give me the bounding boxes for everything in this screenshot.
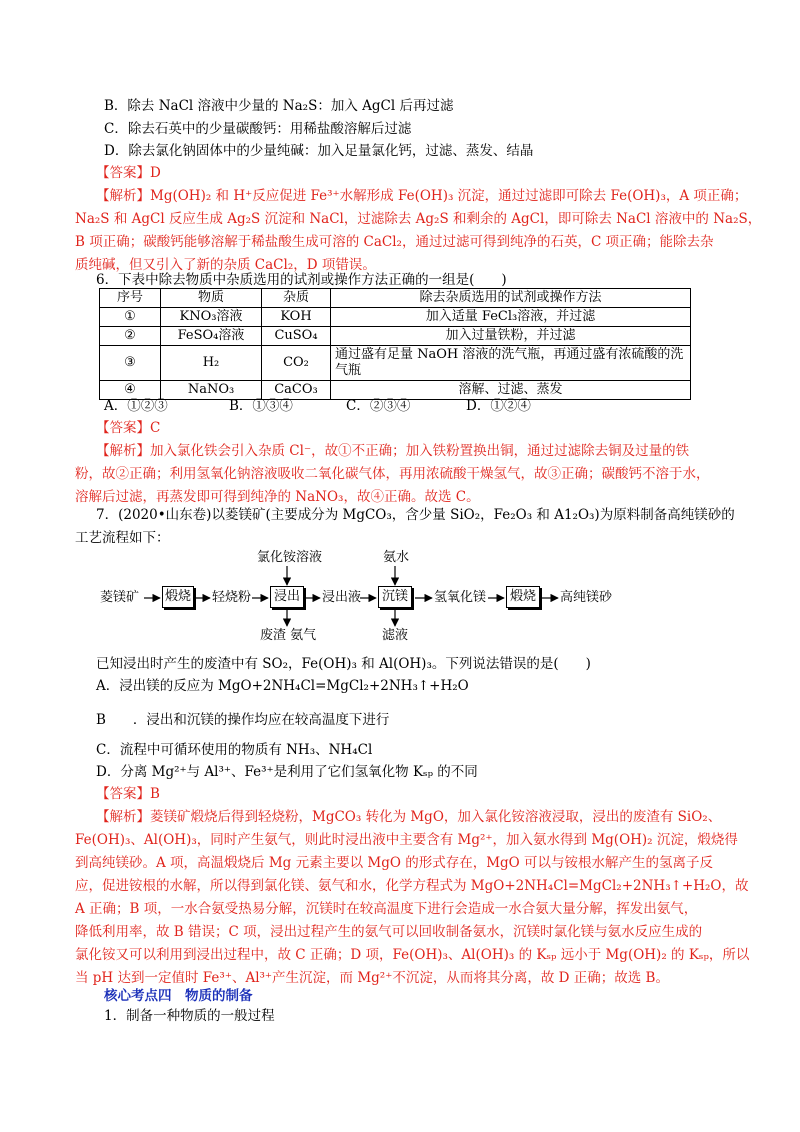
table-cell: KOH — [262, 308, 331, 327]
table-row — [100, 327, 691, 346]
table-cell: 加入适量 FeCl₃溶液，并过滤 — [331, 308, 691, 327]
q7-analysis-line: 氯化铵又可以利用到浸出过程中，故 C 正确；D 项，Fe(OH)₃、Al(OH)₃ 的 Kₛₚ 远小于 Mg(OH)₂ 的 Kₛₚ，所以 — [75, 947, 750, 963]
q6-analysis-line: 溶解后过滤，再蒸发即可得到纯净的 NaNO₃，故④正确。故选 C。 — [75, 489, 480, 505]
table-cell: CuSO₄ — [262, 327, 331, 346]
q7-analysis-line: 降低利用率，故 B 错误；C 项，浸出过程产生的氨气可以回收制备氨水，沉镁时氯化镁与氨水反应生成的 — [75, 924, 703, 940]
q5-option-c: C．除去石英中的少量碳酸钙：用稀盐酸溶解后过滤 — [104, 121, 412, 137]
table-row — [100, 308, 691, 327]
q5-analysis-line: 【解析】Mg(OH)₂ 和 H⁺反应促进 Fe³⁺水解形成 Fe(OH)₃ 沉淀，通过过滤即可除去 Fe(OH)₃，A 项正确； — [96, 188, 748, 204]
q7-analysis-line: Fe(OH)₃、Al(OH)₃，同时产生氨气，则此时浸出液中主要含有 Mg²⁺，加入氨水得到 Mg(OH)₂ 沉淀，煅烧得 — [75, 832, 738, 848]
q7-analysis-line: A 正确；B 项，一水合氨受热易分解，沉镁时在较高温度下进行会造成一水合氨大量分解，挥发出氨气， — [75, 901, 698, 917]
table-header-cell: 杂质 — [262, 289, 331, 308]
table-cell: H₂ — [161, 346, 262, 381]
table-cell: CaCO₃ — [262, 381, 331, 400]
flow-intermediate: 氢氧化镁 — [434, 590, 487, 605]
q5-analysis-line: Na₂S 和 AgCl 反应生成 Ag₂S 沉淀和 NaCl，过滤除去 Ag₂S 和剩余的 AgCl，即可除去 NaCl 溶液中的 Na₂S， — [75, 211, 762, 227]
flow-step-calcination: 煅烧 — [506, 586, 540, 608]
process-flow-diagram — [100, 550, 660, 644]
flow-intermediate: 浸出液 — [322, 590, 362, 605]
q6-choice-c: C．②③④ — [346, 398, 411, 414]
flow-reagent: 氨水 — [383, 550, 410, 565]
flow-reagent: 氯化铵溶液 — [257, 550, 323, 565]
flow-intermediate: 轻烧粉 — [212, 590, 252, 605]
q6-analysis-line: 粉，故②正确；利用氢氧化钠溶液吸收二氧化碳气体，再用浓硫酸干燥氢气，故③正确；碳酸钙不溶于水， — [75, 466, 710, 482]
q7-stem: 7．(2020•山东卷)以菱镁矿(主要成分为 MgCO₃，含少量 SiO₂，Fe₂O₃ 和 A1₂O₃)为原料制备高纯镁砂的 — [96, 507, 735, 523]
table-header-cell: 序号 — [100, 289, 161, 308]
flow-step-calcination: 煅烧 — [162, 586, 194, 608]
flow-byproduct: 废渣 氨气 — [260, 628, 317, 643]
flow-product: 高纯镁砂 — [560, 590, 613, 605]
table-cell: ② — [100, 327, 161, 346]
table-cell: NaNO₃ — [161, 381, 262, 400]
table-cell: ③ — [100, 346, 161, 381]
q7-known: 已知浸出时产生的废渣中有 SO₂，Fe(OH)₃ 和 Al(OH)₃。下列说法错误的是( ) — [96, 656, 591, 672]
q6-table — [99, 288, 691, 400]
q6-analysis-line: 【解析】加入氯化铁会引入杂质 Cl⁻，故①不正确；加入铁粉置换出铜，通过过滤除去铜及过量的铁 — [96, 443, 690, 459]
flow-raw-material: 菱镁矿 — [100, 590, 140, 605]
q6-choice-b: B．①③④ — [229, 398, 293, 414]
q7-option-c: C．流程中可循环使用的物质有 NH₃、NH₄Cl — [96, 742, 373, 758]
q7-option-d: D．分离 Mg²⁺与 Al³⁺、Fe³⁺是利用了它们氢氧化物 Kₛₚ 的不同 — [96, 764, 478, 780]
q7-analysis-line: 应，促进铵根的水解，所以得到氯化镁、氨气和水，化学方程式为 MgO+2NH₄Cl=MgCl₂+2NH₃↑+H₂O，故 — [75, 878, 749, 894]
q5-option-d: D．除去氯化钠固体中的少量纯碱：加入足量氯化钙，过滤、蒸发、结晶 — [104, 143, 534, 159]
table-cell: ① — [100, 308, 161, 327]
q7-stem: 工艺流程如下： — [75, 530, 170, 546]
table-cell: 溶解、过滤、蒸发 — [331, 381, 691, 400]
table-cell: 加入过量铁粉，并过滤 — [331, 327, 691, 346]
section-item: 1．制备一种物质的一般过程 — [104, 1008, 275, 1024]
q6-choice-d: D．①②④ — [466, 398, 531, 414]
flow-step-precipitation: 沉镁 — [378, 586, 412, 608]
table-cell: FeSO₄溶液 — [161, 327, 262, 346]
table-cell: CO₂ — [262, 346, 331, 381]
q7-analysis-line: 到高纯镁砂。A 项，高温煅烧后 Mg 元素主要以 MgO 的形式存在，MgO 可以与铵根水解产生的氢离子反 — [75, 855, 714, 871]
q7-option-b: B ．浸出和沉镁的操作均应在较高温度下进行 — [96, 712, 390, 728]
q7-answer: 【答案】B — [96, 786, 160, 802]
table-header-row — [100, 289, 691, 308]
q7-option-a: A．浸出镁的反应为 MgO+2NH₄Cl=MgCl₂+2NH₃↑+H₂O — [96, 678, 469, 694]
table-row — [100, 346, 691, 381]
section-title: 核心考点四 物质的制备 — [104, 988, 253, 1004]
q5-analysis-line: B 项正确；碳酸钙能够溶解于稀盐酸生成可溶的 CaCl₂，通过过滤可得到纯净的石英，C 项正确；能除去杂 — [75, 234, 714, 250]
q6-stem: 6．下表中除去物质中杂质选用的试剂或操作方法正确的一组是( ) — [96, 272, 507, 288]
table-cell: ④ — [100, 381, 161, 400]
q5-option-b: B．除去 NaCl 溶液中少量的 Na₂S：加入 AgCl 后再过滤 — [104, 98, 454, 114]
q6-choice-a: A．①②③ — [104, 398, 168, 414]
table-cell: KNO₃溶液 — [161, 308, 262, 327]
q6-answer: 【答案】C — [96, 420, 161, 436]
table-header-cell: 除去杂质选用的试剂或操作方法 — [331, 289, 691, 308]
table-cell: 通过盛有足量 NaOH 溶液的洗气瓶，再通过盛有浓硫酸的洗气瓶 — [331, 346, 691, 381]
q5-answer: 【答案】D — [96, 165, 161, 181]
q5-analysis-line: 质纯碱，但又引入了新的杂质 CaCl₂，D 项错误。 — [75, 257, 376, 273]
q7-analysis-line: 当 pH 达到一定值时 Fe³⁺、Al³⁺产生沉淀，而 Mg²⁺不沉淀，从而将其分离，故 D 正确；故选 B。 — [75, 970, 669, 986]
table-header-cell: 物质 — [161, 289, 262, 308]
q7-analysis-line: 【解析】菱镁矿煅烧后得到轻烧粉，MgCO₃ 转化为 MgO，加入氯化铵溶液浸取，浸出的废渣有 SiO₂、 — [96, 809, 722, 825]
flow-byproduct: 滤液 — [382, 628, 409, 643]
flow-step-leaching: 浸出 — [270, 586, 304, 608]
